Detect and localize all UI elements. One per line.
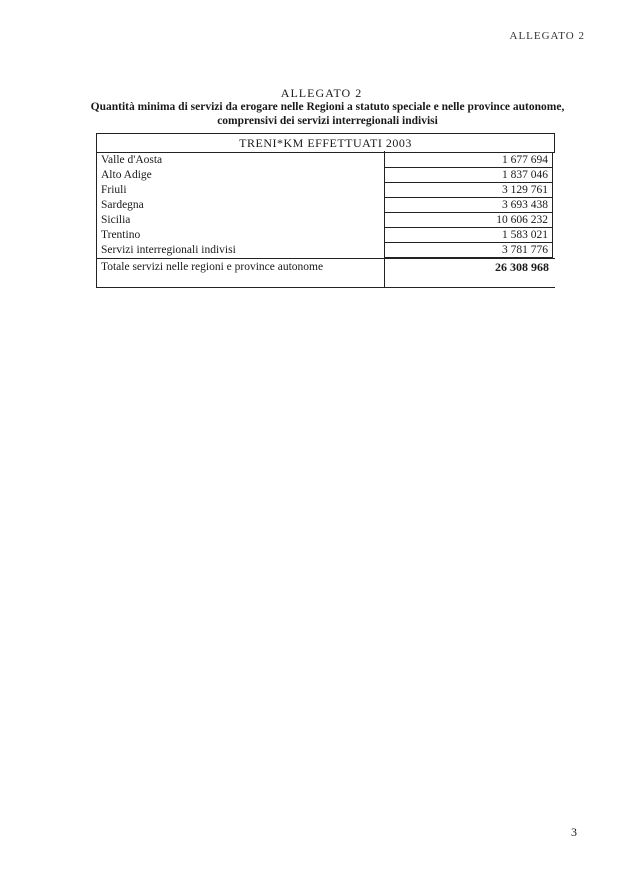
row-label: Servizi interregionali indivisi — [101, 244, 236, 256]
header-annex-tag: ALLEGATO 2 — [509, 30, 585, 42]
row-value: 1 583 021 — [385, 228, 553, 243]
total-label: Totale servizi nelle regioni e province autonome — [101, 261, 324, 273]
table-row — [97, 168, 555, 183]
row-value: 1 677 694 — [385, 153, 553, 168]
row-value: 1 837 046 — [385, 168, 553, 183]
table-header: TRENI*KM EFFETTUATI 2003 — [97, 133, 555, 153]
row-label: Friuli — [101, 184, 127, 196]
table-total-row — [97, 258, 555, 275]
row-label: Sardegna — [101, 199, 144, 211]
document-subtitle: Quantità minima di servizi da erogare nelle Regioni a statuto speciale e nelle province autonome, comprensivi dei servizi interregionali indivisi — [90, 101, 565, 127]
row-label: Sicilia — [101, 214, 131, 226]
row-value: 10 606 232 — [385, 213, 553, 228]
row-value: 3 781 776 — [385, 243, 553, 258]
row-value: 3 693 438 — [385, 198, 553, 213]
table-row — [97, 228, 555, 243]
row-label: Alto Adige — [101, 169, 152, 181]
total-value: 26 308 968 — [495, 260, 549, 274]
row-value: 3 129 761 — [385, 183, 553, 198]
table-row — [97, 213, 555, 228]
row-label: Valle d'Aosta — [101, 154, 163, 166]
table-row — [97, 153, 555, 168]
table-row — [97, 198, 555, 213]
document-title: ALLEGATO 2 — [280, 86, 363, 100]
services-table — [96, 133, 555, 288]
row-label: Trentino — [101, 229, 141, 241]
page-number: 3 — [571, 825, 577, 839]
table-row — [97, 243, 555, 258]
table-row — [97, 183, 555, 198]
